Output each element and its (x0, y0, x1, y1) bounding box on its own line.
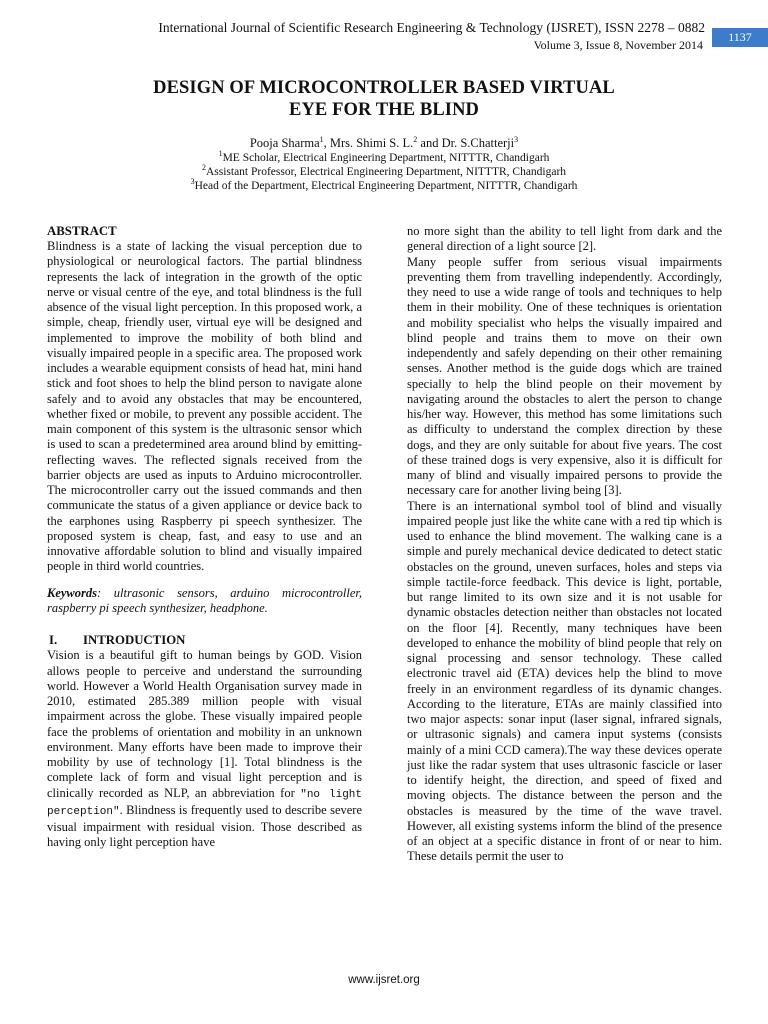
affiliation-3 (0, 179, 768, 193)
volume-issue: Volume 3, Issue 8, November 2014 (533, 38, 703, 52)
abstract-heading: ABSTRACT (47, 224, 117, 238)
intro-text-part-1: Vision is a beautiful gift to human beings by GOD. Vision allows people to perceive and understand the surrounding world. However a World Health Organisation survey made in 2010, estimated 285.389 million people with visual impairment across the globe. These visually impaired people face the problems of orientation and mobility in an unknown environment. Many efforts have been made to improve their mobility by use of technology [1]. Total blindness is the complete lack of form and visual light perception and is clinically recorded as NLP, an abbreviation for (47, 648, 362, 800)
section-number: I. (49, 633, 58, 647)
affiliation-2 (0, 165, 768, 179)
intro-mono-term: "no light perception" (47, 788, 363, 818)
introduction-text (47, 648, 362, 850)
author-1: Pooja Sharma (249, 136, 320, 150)
section-title: INTRODUCTION (83, 633, 186, 647)
author-3: and Dr. S.Chatterji (417, 136, 515, 150)
paragraph-1: no more sight than the ability to tell light from dark and the general direction of a light source [2]. (407, 224, 722, 254)
paragraph-2: Many people suffer from serious visual impairments preventing them from travelling independently. Accordingly, they need to use a wide range of tools and techniques to help them in their mobility. One of these techniques is orientation and mobility specialist who helps the visually impaired and blind people and trains them to move on their own independently and safely depending on their other remaining senses. Another method is the guide dogs which are trained specially to help the blind people on their movement by navigating around the obstacles to alert the person to change his/her way. However, this method has some limitations such as difficulty to understand the complex direction by these dogs, and they are only suitable for about five years. The cost of these trained dogs is very expensive, also it is difficult for many of blind and visually impaired persons to provide the necessary care for another living being [3]. (407, 254, 722, 498)
paper-title (0, 77, 768, 121)
affiliation-2-text: Assistant Professor, Electrical Engineering Department, NITTTR, Chandigarh (205, 166, 567, 178)
keywords-label: Keywords (47, 585, 97, 600)
title-line-1: DESIGN OF MICROCONTROLLER BASED VIRTUAL (153, 78, 615, 98)
author-3-sup: 3 (514, 134, 519, 144)
title-line-2: EYE FOR THE BLIND (289, 100, 479, 120)
footer-url: www.ijsret.org (348, 974, 420, 986)
keywords-text: ultrasonic sensors, arduino microcontroller, raspberry pi speech synthesizer, headphone. (47, 585, 362, 615)
right-column (407, 224, 722, 865)
affiliation-3-text: Head of the Department, Electrical Engineering Department, NITTTR, Chandigarh (194, 180, 578, 192)
affiliation-2-sup: 2 (201, 163, 206, 173)
author-2: , Mrs. Shimi S. L. (323, 136, 414, 150)
affiliation-1 (0, 151, 768, 165)
intro-text-part-2: . Blindness is frequently used to describe severe visual impairment with residual vision. Those described as having only light perception have (47, 802, 362, 850)
left-column (47, 224, 362, 851)
keywords (47, 586, 362, 617)
affiliation-3-sup: 3 (190, 177, 195, 187)
paragraph-3: There is an international symbol tool of blind and visually impaired people just like the white cane with a red tip which is used to enhance the blind movement. The walking cane is a simple and purely mechanical device dedicated to detect static obstacles on the ground, uneven surfaces, holes and steps via simple tactile-force feedback. This device is light, portable, but range limited to its own size and it is not usable for dynamic obstacles detection neither than obstacles not located on the floor [4]. Recently, many techniques have been developed to enhance the mobility of blind people that rely on signal processing and sensor technology. These called electronic travel aid (ETA) devices help the blind to move freely in an environment regardless of its dynamic changes. According to the literature, ETAs are mainly classified into two major aspects: sonar input (laser signal, infrared signals, or ultrasonic signals) and camera input systems (consists mainly of a mini CCD camera).The way these devices operate just like the radar system that uses ultrasonic fascicle or laser to identify height, the direction, and speed of fixed and moving objects. The distance between the person and the obstacles is measured by the time of the wave travel. However, all existing systems inform the blind of the presence of an object at a specific distance in front of or near to him. These details permit the user to (407, 498, 722, 864)
page-number-badge: 1137 (712, 28, 768, 47)
affiliation-1-sup: 1 (218, 149, 223, 159)
journal-header: International Journal of Scientific Research Engineering & Technology (IJSRET), ISSN 2278 – 0882 (158, 20, 705, 35)
keywords-colon: : (97, 585, 102, 600)
introduction-heading (47, 633, 362, 648)
abstract-text: Blindness is a state of lacking the visual perception due to physiological or neurological factors. The partial blindness represents the lack of integration in the growth of the optic nerve or visual centre of the eye, and total blindness is the full absence of the visual light perception. In this proposed work, a simple, cheap, friendly user, virtual eye will be designed and implemented to improve the mobility of both blind and visually impaired people in a specific area. The proposed work includes a wearable equipment consists of head hat, mini hand stick and foot shoes to help the blind person to navigate alone safely and to avoid any obstacles that may be encountered, whether fixed or mobile, to prevent any possible accident. The main component of this system is the ultrasonic sensor which is used to scan a predetermined area around blind by emitting-reflecting waves. The reflected signals received from the barrier objects are used as inputs to Arduino microcontroller. The microcontroller carry out the issued commands and then communicate the status of a given appliance or device back to the earphones using Raspberry pi speech synthesizer. The proposed system is cheap, fast, and easy to use and an innovative affordable solution to blind and visually impaired people in third world countries. (47, 239, 362, 574)
author-list (0, 136, 768, 151)
author-2-sup: 2 (413, 134, 418, 144)
affiliation-1-text: ME Scholar, Electrical Engineering Department, NITTTR, Chandigarh (222, 152, 550, 164)
author-1-sup: 1 (319, 134, 324, 144)
